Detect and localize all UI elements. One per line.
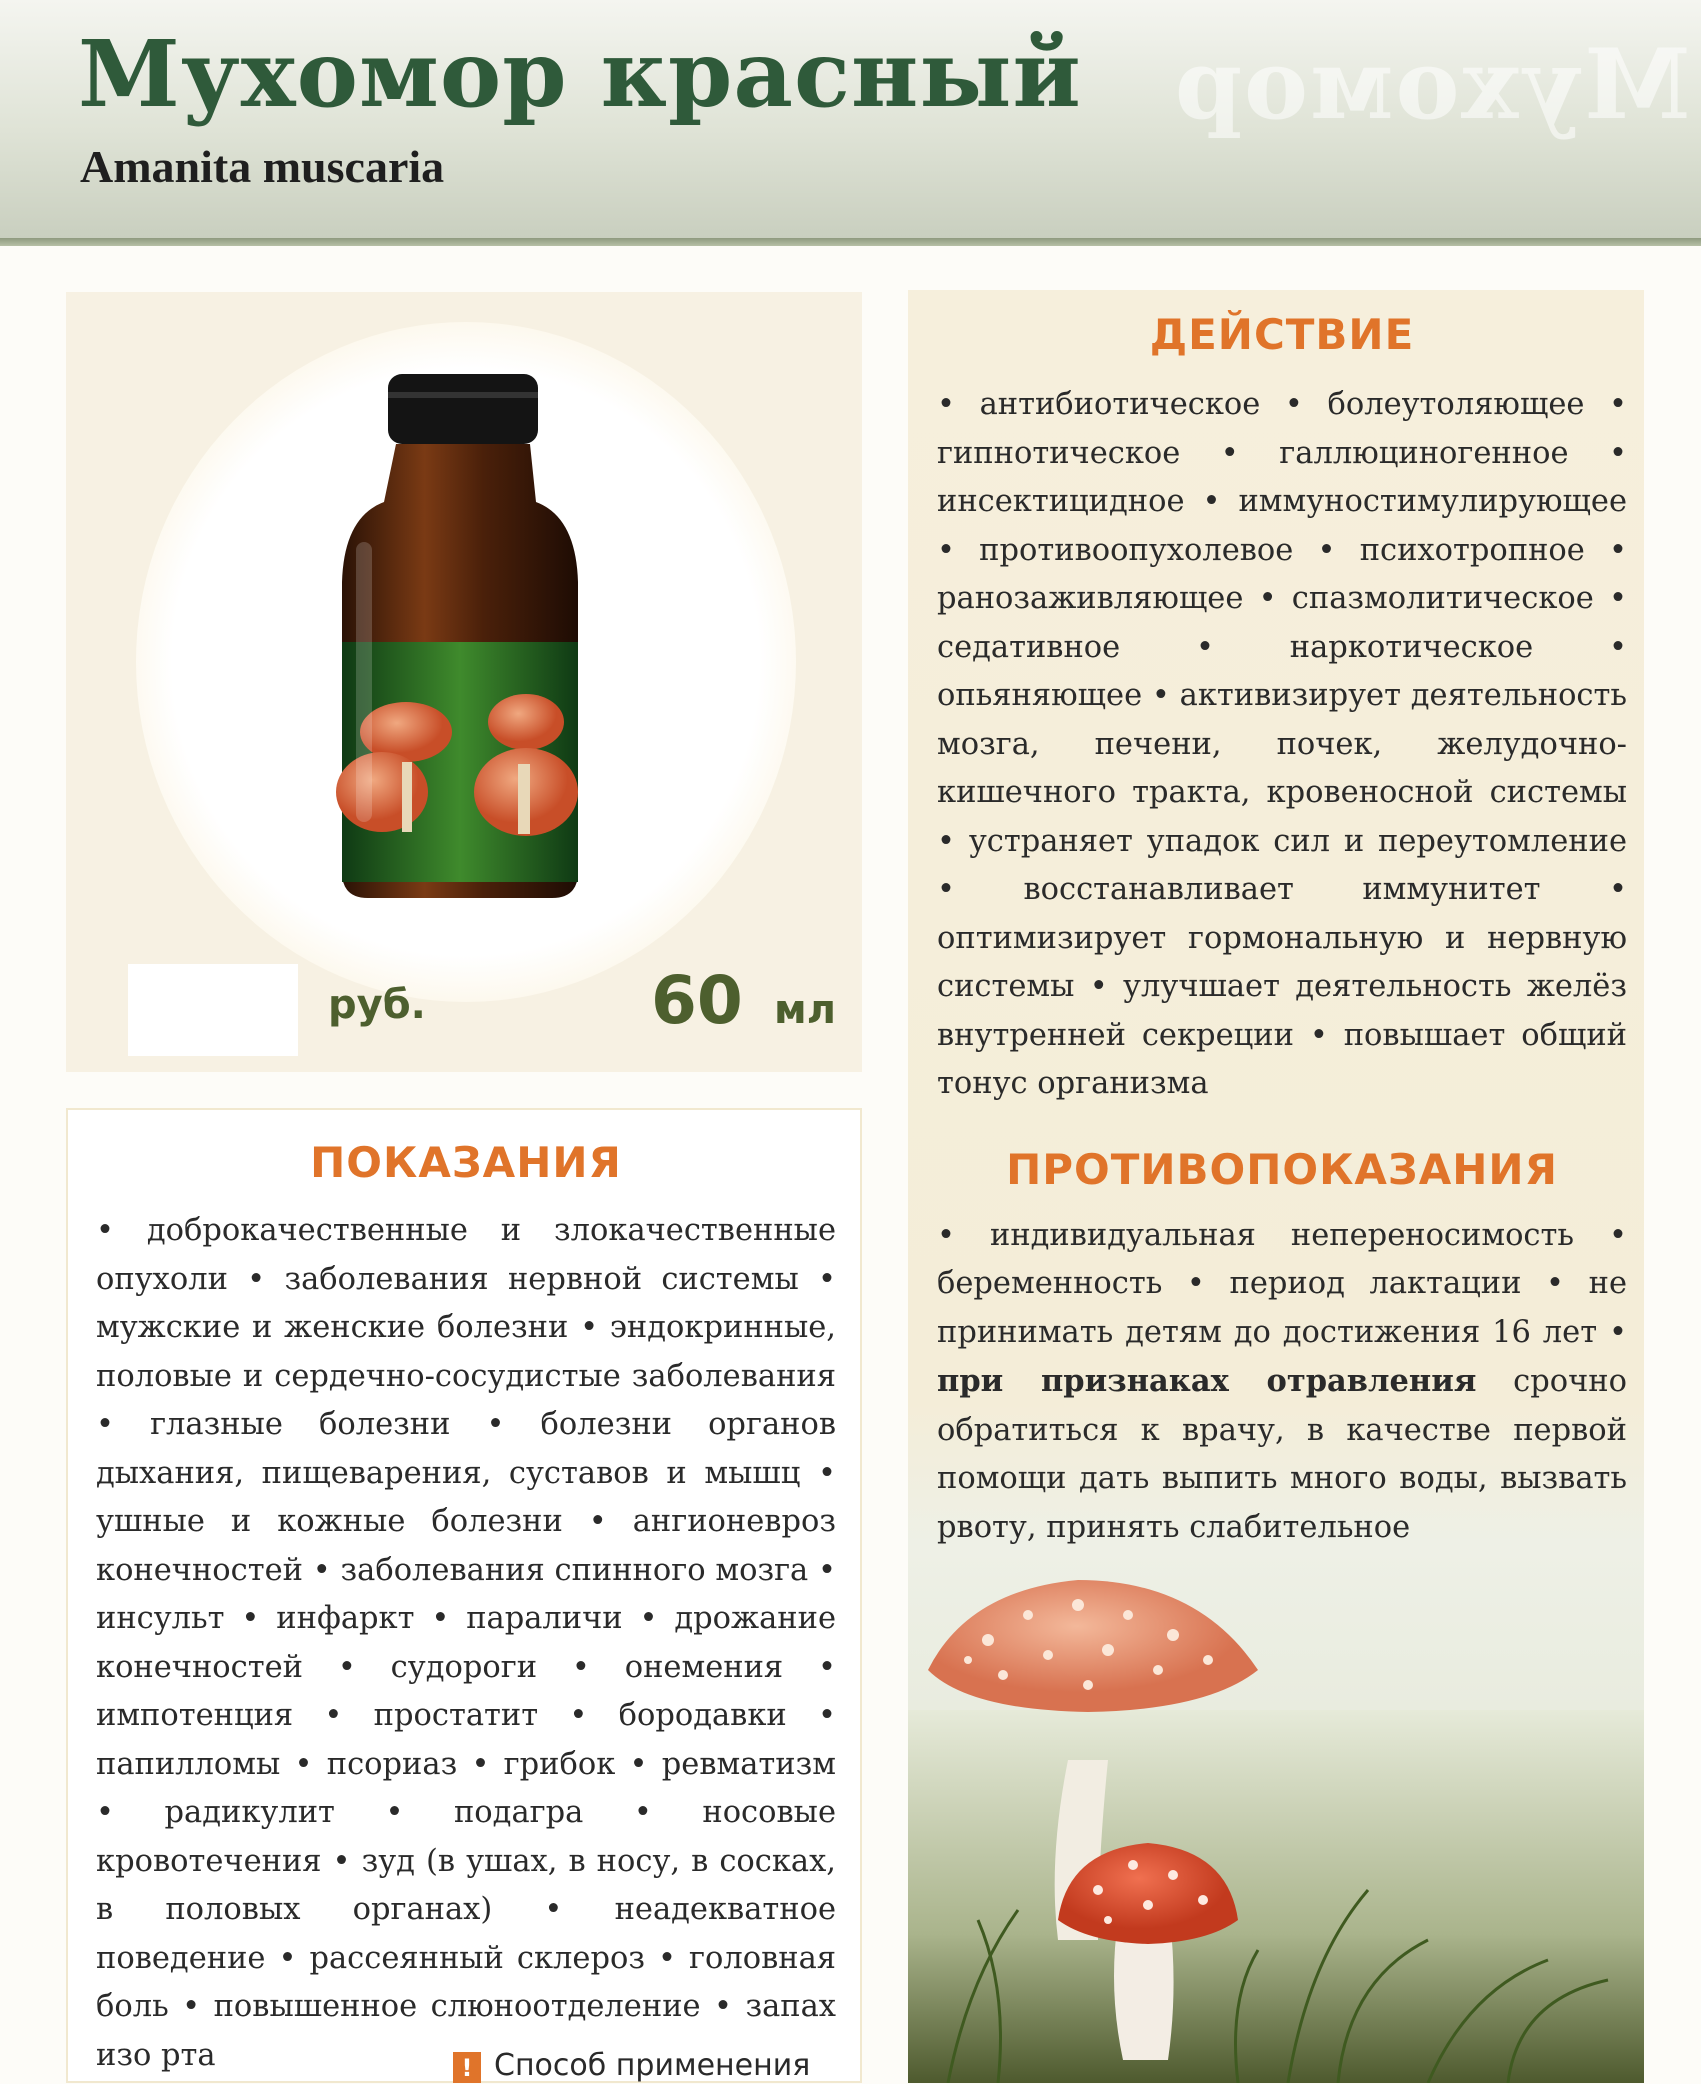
header-mirror-text: Мухомор: [1173, 28, 1691, 141]
latin-name: Amanita muscaria: [80, 141, 445, 192]
usage-warning-icon: !: [453, 2052, 481, 2083]
contraindications-text-part1: • индивидуальная непереносимость • беременность • период лактации • не принимать детям до достижения 16 лет •: [937, 1217, 1627, 1350]
volume-unit: мл: [774, 987, 836, 1033]
header-divider: [0, 238, 1701, 246]
contraindications-text: [937, 1212, 1627, 1553]
volume-number: 60: [651, 962, 743, 1039]
contraindications-text-part2: срочно обратиться к врачу, в качестве первой помощи дать выпить много воды, вызвать рвоту, принять слабительное: [937, 1364, 1627, 1545]
mushroom-photo: [908, 1560, 1644, 2083]
price-currency: руб.: [328, 982, 426, 1028]
page-title: Мухомор красный: [78, 20, 1082, 128]
indications-heading: ПОКАЗАНИЯ: [310, 1138, 622, 1187]
action-text: • антибиотическое • болеутоляющее • гипнотическое • галлюциногенное • инсектицидное • иммуностимулирующее • противоопухолевое • психотропное • ранозаживляющее • спазмолитическое • седативное • наркотическое • опьяняющее • активизирует деятельность мозга, печени, почек, желудочно-кишечного тракта, кровеносной системы • устраняет упадок сил и переутомление • восстанавливает иммунитет • оптимизирует гормональную и нервную системы • улучшает деятельность желёз внутренней секреции • повышает общий тонус организма: [937, 387, 1627, 1101]
left-column: [96, 1138, 836, 2080]
contraindications-heading: ПРОТИВОПОКАЗАНИЯ: [1006, 1144, 1558, 1194]
usage-label: Способ применения: [494, 2048, 811, 2083]
action-heading: ДЕЙСТВИЕ: [1149, 310, 1415, 359]
bottle-cap: [388, 374, 538, 444]
right-column: [937, 310, 1627, 1552]
indications-text: • доброкачественные и злокачественные опухоли • заболевания нервной системы • мужские и женские болезни • эндокринные, половые и сердечно-сосудистые заболевания • глазные болезни • болезни органов дыхания, пищеварения, суставов и мышц • ушные и кожные болезни • ангионевроз конечностей • заболевания спинного мозга • инсульт • инфаркт • параличи • дрожание конечностей • судороги • онемения • импотенция • простатит • бородавки • папилломы • псориаз • грибок • ревматизм • радикулит • подагра • носовые кровотечения • зуд (в ушах, в носу, в сосках, в половых органах) • неадекватное поведение • рассеянный склероз • головная боль • повышенное слюноотделение • запах изо рта: [96, 1213, 836, 2073]
bottle-image: [66, 292, 862, 1072]
product-panel: [66, 292, 862, 1072]
price-value-blank: [128, 964, 298, 1056]
contraindications-bold: при признаках отравления: [937, 1363, 1477, 1399]
